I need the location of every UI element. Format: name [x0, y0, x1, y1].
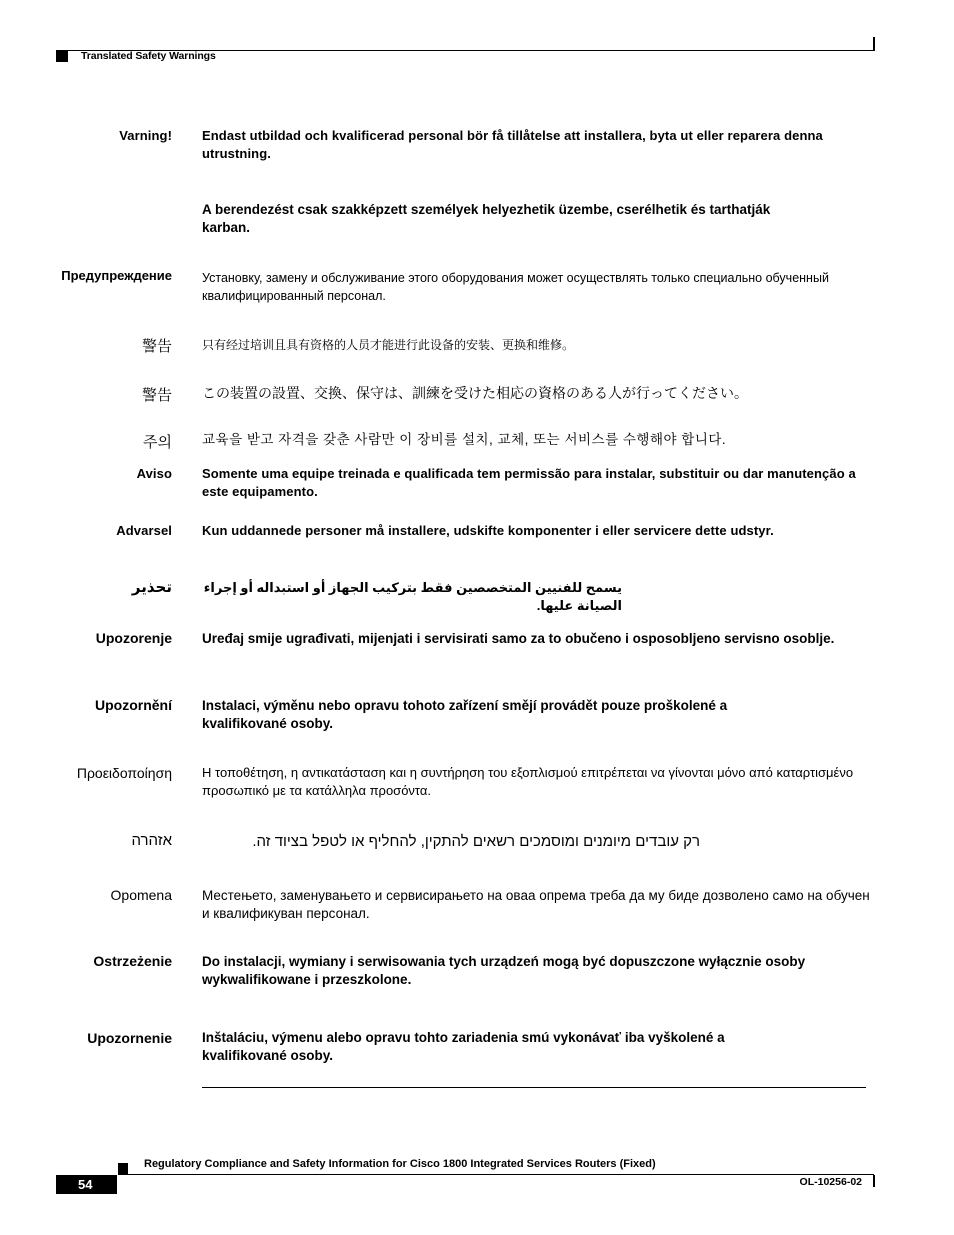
warning-text: Instalaci, výměnu nebo opravu tohoto zařízení smějí provádět pouze proškolené a kvalifikované osoby.: [202, 698, 728, 731]
warning-label: Advarsel: [116, 523, 172, 538]
warning-text: 只有经过培训且具有资格的人员才能进行此设备的安装、更换和维修。: [202, 338, 575, 352]
footer-marker: [118, 1163, 128, 1174]
warning-label: 警告: [141, 387, 172, 404]
warning-text: Uređaj smije ugrađivati, mijenjati i servisirati samo za to obučeno i osposobljeno servisno osoblje.: [202, 631, 835, 646]
warning-text: يسمح للفنيين المتخصصين فقط بتركيب الجهاز أو استبداله أو إجراء الصيانة عليها.: [203, 580, 622, 613]
warning-text: Установку, замену и обслуживание этого оборудования может осуществлять только специально обученный квалифицированный персонал.: [202, 271, 829, 303]
warning-label: 주의: [143, 434, 172, 451]
warning-text: Do instalacji, wymiany i serwisowania tych urządzeń mogą być dopuszczone wyłącznie osoby wykwalifikowane i przeszkolone.: [202, 954, 806, 987]
warning-text: Somente uma equipe treinada e qualificada tem permissão para instalar, substituir ou dar manutenção a este equipamento.: [202, 466, 856, 499]
running-header-title: Translated Safety Warnings: [81, 50, 216, 62]
warning-label: Ostrzeżenie: [93, 953, 172, 969]
footer-rule: [118, 1174, 874, 1175]
warning-label: Varning!: [119, 128, 172, 143]
warning-label: Opomena: [110, 887, 172, 903]
document-id: OL-10256-02: [799, 1176, 862, 1188]
warning-label: Upozorenje: [95, 630, 172, 646]
section-end-rule: [202, 1087, 866, 1088]
warning-text: Kun uddannede personer må installere, udskifte komponenter i eller servicere dette udstyr.: [202, 523, 774, 538]
warning-label: تحذير: [131, 579, 172, 596]
warning-text: רק עובדים מיומנים ומוסמכים רשאים להתקין, להחליף או לטפל בציוד זה.: [252, 833, 700, 850]
footer-tick-mark: [873, 1175, 875, 1187]
warning-text: A berendezést csak szakképzett személyek helyezhetik üzembe, cserélhetik és tarthatják karban.: [202, 202, 771, 235]
warning-text: Η τοποθέτηση, η αντικατάσταση και η συντήρηση του εξοπλισμού επιτρέπεται να γίνονται μόνο από καταρτισμένο προσωπικό με τα κατάλληλα προσόντα.: [202, 765, 854, 798]
warning-label: Aviso: [136, 466, 172, 481]
warning-text: この装置の設置、交換、保守は、訓練を受けた相応の資格のある人が行ってください。: [202, 385, 748, 401]
warning-label: Upozornenie: [87, 1030, 172, 1046]
header-marker: [56, 51, 68, 62]
header-tick-mark: [873, 37, 875, 51]
warning-label: Προειδοποίηση: [76, 765, 172, 781]
warning-label: Upozornění: [95, 697, 172, 713]
page-number: 54: [56, 1175, 117, 1194]
warning-label: אזהרה: [131, 832, 172, 849]
warning-text: 교육을 받고 자격을 갖춘 사람만 이 장비를 설치, 교체, 또는 서비스를 수행해야 합니다.: [202, 432, 727, 447]
warning-text: Inštaláciu, výmenu alebo opravu tohto zariadenia smú vykonávať iba vyškolené a kvalifikované osoby.: [202, 1030, 725, 1063]
warning-text: Endast utbildad och kvalificerad personal bör få tillåtelse att installera, byta ut eller reparera denna utrustning.: [202, 128, 823, 161]
footer-document-title: Regulatory Compliance and Safety Information for Cisco 1800 Integrated Services Routers (Fixed): [144, 1158, 656, 1170]
warning-text: Местењето, заменувањето и сервисирањето на оваа опрема треба да му биде дозволено само на обучен и квалификуван персонал.: [202, 888, 870, 921]
warning-label: 警告: [141, 338, 172, 355]
warning-label: Предупреждение: [61, 268, 172, 283]
